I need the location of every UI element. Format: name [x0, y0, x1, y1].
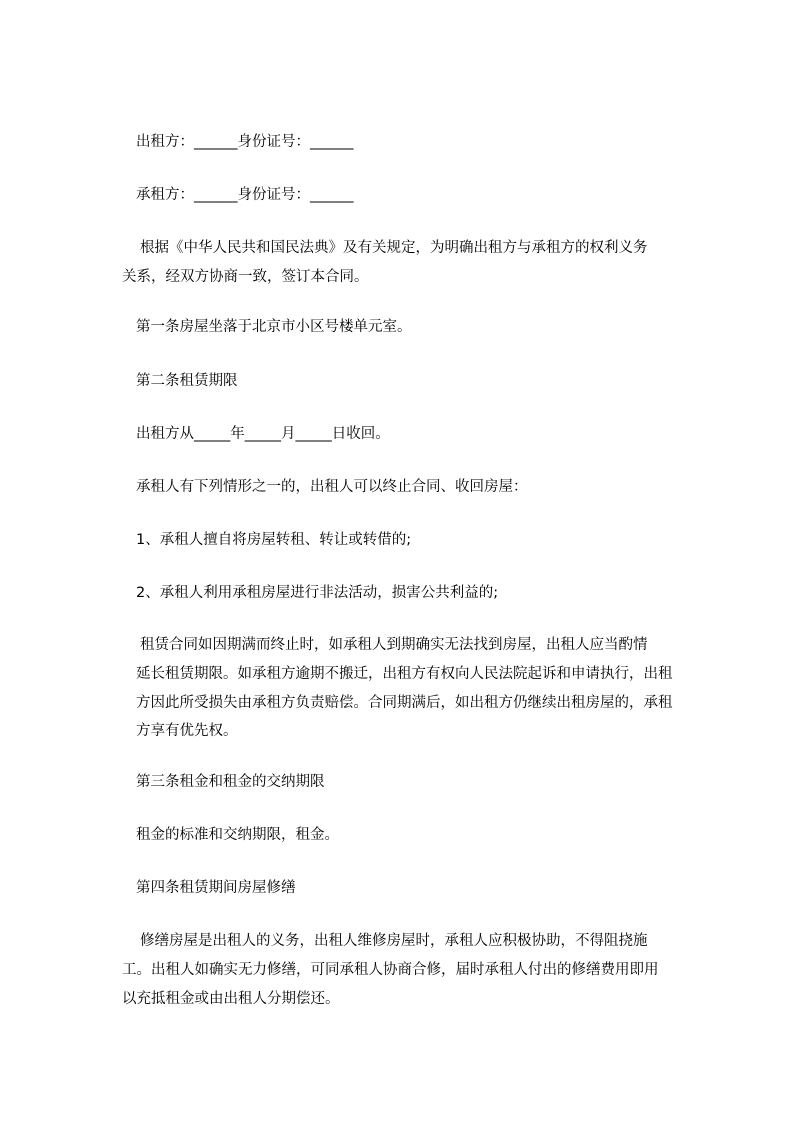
article-3-heading: 第三条租金和租金的交纳期限 — [136, 774, 325, 790]
article-4-heading: 第四条租赁期间房屋修缮 — [136, 880, 296, 896]
preamble-line-2: 关系，经双方协商一致，签订本合同。 — [122, 269, 369, 285]
repair-paragraph-line-3: 以充抵租金或由出租人分期偿还。 — [122, 991, 340, 1007]
rent-line: 租金的标准和交纳期限，租金。 — [136, 827, 339, 843]
expiry-paragraph-line-3: 方因此所受损失由承租方负责赔偿。合同期满后，如出租方仍继续出租房屋的，承租 — [136, 695, 673, 711]
condition-2: 2、承租人利用承租房屋进行非法活动，损害公共利益的; — [136, 585, 499, 601]
article-2-heading: 第二条租赁期限 — [136, 373, 238, 389]
repair-paragraph-line-1: 修缮房屋是出租人的义务，出租人维修房屋时，承租人应积极协助，不得阻挠施 — [140, 933, 648, 949]
lessee-line: 承租方：______身份证号：______ — [136, 187, 354, 203]
repair-paragraph-line-2: 工。出租人如确实无力修缮，可同承租人协商合修，届时承租人付出的修缮费用即用 — [122, 962, 659, 978]
condition-1: 1、承租人擅自将房屋转租、转让或转借的; — [136, 532, 412, 548]
expiry-paragraph-line-1: 租赁合同如因期满而终止时，如承租人到期确实无法找到房屋，出租人应当酌情 — [140, 637, 648, 653]
recovery-date-line: 出租方从_____年_____月_____日收回。 — [136, 426, 390, 442]
lessor-line: 出租方：______身份证号：______ — [136, 134, 354, 150]
expiry-paragraph-line-4: 方享有优先权。 — [136, 723, 238, 739]
article-1: 第一条房屋坐落于北京市小区号楼单元室。 — [136, 319, 412, 335]
expiry-paragraph-line-2: 延长租赁期限。如承租方逾期不搬迁，出租方有权向人民法院起诉和申请执行，出租 — [136, 666, 673, 682]
termination-conditions-line: 承租人有下列情形之一的，出租人可以终止合同、收回房屋： — [136, 479, 528, 495]
preamble-line-1: 根据《中华人民共和国民法典》及有关规定，为明确出租方与承租方的权利义务 — [140, 240, 648, 256]
